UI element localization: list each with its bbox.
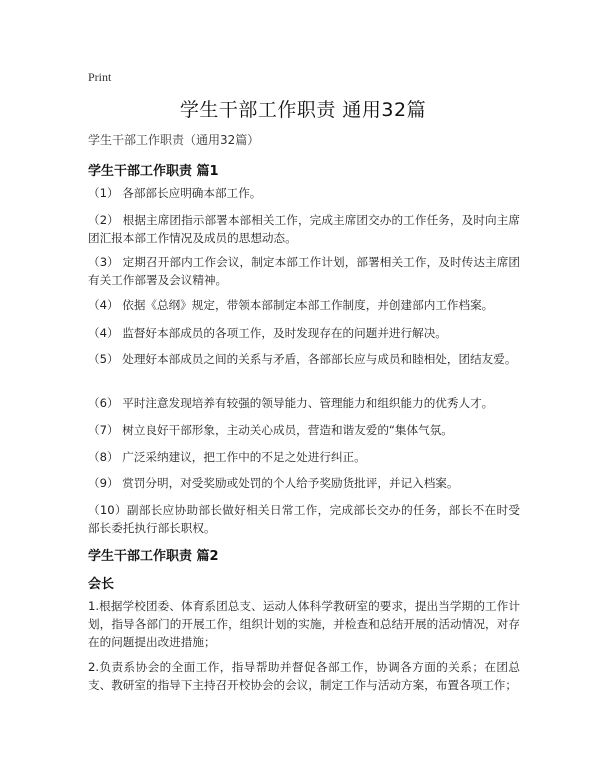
list-item: （1） 各部部长应明确本部工作。 [88,186,262,200]
list-item: （10）副部长应协助部长做好相关日常工作，完成部长交办的任务，部长不在时受部长委托执行部长职权。 [88,503,520,535]
list-item: 2.负责系协会的全面工作，指导帮助并督促各部工作，协调各方面的关系；在团总支、教研室的指导下主持召开校协会的会议，制定工作与活动方案，布置各项工作； [88,660,520,692]
list-item: （4） 依据《总纲》规定，带领本部制定本部工作制度，并创建部内工作档案。 [88,298,494,312]
section-heading-2: 学生干部工作职责 篇2 [88,549,219,564]
section-subheading: 会长 [88,577,115,592]
list-item: （6） 平时注意发现培养有较强的领导能力、管理能力和组织能力的优秀人才。 [88,396,494,410]
list-item: （2） 根据主席团指示部署本部相关工作，完成主席团交办的工作任务，及时向主席团汇报本部工作情况及成员的思想动态。 [88,213,520,245]
list-item: （5） 处理好本部成员之间的关系与矛盾，各部部长应与成员和睦相处，团结友爱。 [88,352,517,366]
document-title: 学生干部工作职责 通用32篇 [179,99,427,121]
list-item: （4） 监督好本部成员的各项工作，及时发现存在的问题并进行解决。 [88,326,447,340]
list-item: （9） 赏罚分明，对受奖励或处罚的个人给予奖励货批评，并记入档案。 [88,476,459,490]
print-link[interactable]: Print [88,70,112,84]
document-subtitle: 学生干部工作职责（通用32篇） [88,133,260,147]
list-item: （7） 树立良好干部形象，主动关心成员，营造和谐友爱的“集体气氛。 [88,423,453,437]
list-item: 1.根据学校团委、体育系团总支、运动人体科学教研室的要求，提出当学期的工作计划，指导各部门的开展工作，组织计划的实施，并检查和总结开展的活动情况，对存在的问题提出改进措施； [88,599,520,649]
list-item: （8） 广泛采纳建议，把工作中的不足之处进行纠正。 [88,450,366,464]
list-item: （3） 定期召开部内工作会议，制定本部工作计划，部署相关工作，及时传达主席团有关工作部署及会议精神。 [88,255,520,287]
section-heading-1: 学生干部工作职责 篇1 [88,164,219,179]
